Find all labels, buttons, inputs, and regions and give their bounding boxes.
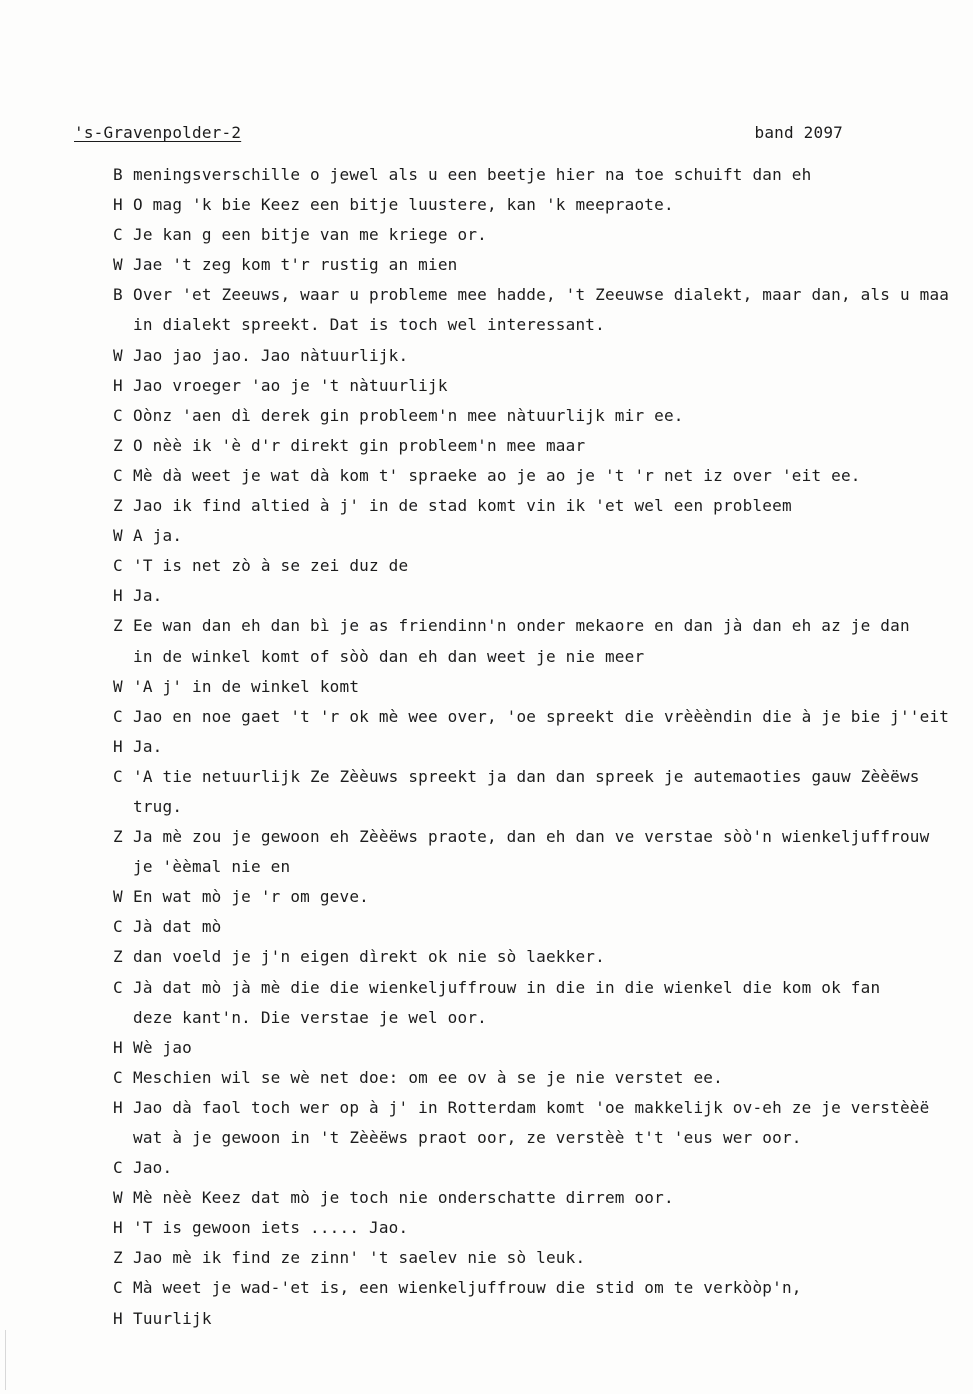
transcript-turn <box>113 672 968 702</box>
transcript-turn <box>113 341 968 371</box>
speaker-label: H <box>113 586 123 606</box>
transcript-line <box>113 672 968 702</box>
transcript-line <box>113 792 968 822</box>
utterance-text: Ee wan dan eh dan bì je as friendinn'n onder mekaore en dan jà dan eh az je dan <box>133 616 910 636</box>
transcript-line <box>113 822 968 852</box>
transcript-turn <box>113 702 968 732</box>
transcript-line <box>113 611 968 641</box>
transcript-line <box>113 942 968 972</box>
utterance-text: Oònz 'aen dì derek gin probleem'n mee nàtuurlijk mir ee. <box>133 405 684 425</box>
utterance-text: Jao mè ik find ze zinn' 't saelev nie sò leuk. <box>133 1248 586 1268</box>
transcript-turn <box>113 732 968 762</box>
transcript-line <box>113 1123 968 1153</box>
speaker-label: C <box>113 1278 123 1298</box>
utterance-text: wat à je gewoon in 't Zèèëws praot oor, ze verstèè t't 'eus wer oor. <box>133 1128 802 1147</box>
utterance-text: Ja. <box>133 736 163 756</box>
transcript-line <box>113 431 968 461</box>
utterance-text: dan voeld je j'n eigen dìrekt ok nie sò laekker. <box>133 947 605 967</box>
transcript-turn <box>113 521 968 551</box>
transcript-turn <box>113 1093 968 1153</box>
transcript-turn <box>113 1273 968 1303</box>
utterance-text: 'A j' in de winkel komt <box>133 676 360 696</box>
utterance-text: Over 'et Zeeuws, waar u probleme mee hadde, 't Zeeuwse dialekt, maar dan, als u maa <box>133 285 950 305</box>
transcript-line <box>113 1033 968 1063</box>
utterance-text: Jao dà faol toch wer op à j' in Rotterdam komt 'oe makkelijk ov-eh ze je verstèèë <box>133 1097 930 1117</box>
speaker-label: H <box>113 736 123 756</box>
speaker-label: B <box>113 165 123 184</box>
utterance-text: Mè nèè Keez dat mò je toch nie onderschatte dirrem oor. <box>133 1188 674 1208</box>
speaker-label: C <box>113 977 123 997</box>
utterance-text: trug. <box>133 796 183 816</box>
transcript-line <box>113 551 968 581</box>
speaker-label: W <box>113 255 123 275</box>
transcript <box>113 160 968 1334</box>
transcript-line <box>113 1273 968 1303</box>
utterance-text: deze kant'n. Die verstae je wel oor. <box>133 1007 487 1027</box>
utterance-text: Ja. <box>133 586 163 606</box>
speaker-label: Z <box>113 616 123 636</box>
transcript-line <box>113 1093 968 1123</box>
utterance-text: Jao vroeger 'ao je 't nàtuurlijk <box>133 375 448 395</box>
transcript-line <box>113 581 968 611</box>
transcript-line <box>113 1243 968 1273</box>
utterance-text: je 'èèmal nie en <box>133 857 291 877</box>
transcript-line <box>113 852 968 882</box>
transcript-line <box>113 310 968 340</box>
transcript-turn <box>113 280 968 340</box>
speaker-label: Z <box>113 496 123 516</box>
speaker-label: C <box>113 1067 123 1087</box>
speaker-label: W <box>113 1188 123 1208</box>
transcript-line <box>113 732 968 762</box>
transcript-line <box>113 341 968 371</box>
utterance-text: in de winkel komt of sòò dan eh dan weet je nie meer <box>133 646 645 666</box>
transcript-turn <box>113 1213 968 1243</box>
transcript-line <box>113 1153 968 1183</box>
transcript-turn <box>113 762 968 822</box>
transcript-line <box>113 1183 968 1213</box>
transcript-line <box>113 1213 968 1243</box>
transcript-turn <box>113 942 968 972</box>
transcript-line <box>113 371 968 401</box>
utterance-text: Ja mè zou je gewoon eh Zèèëws praote, dan eh dan ve verstae sòò'n wienkeljuffrouw <box>133 827 930 847</box>
transcript-turn <box>113 822 968 882</box>
transcript-line <box>113 1063 968 1093</box>
utterance-text: A ja. <box>133 526 183 546</box>
transcript-line <box>113 250 968 280</box>
speaker-label: C <box>113 405 123 425</box>
transcript-line <box>113 882 968 912</box>
transcript-turn <box>113 250 968 280</box>
utterance-text: Je kan g een bitje van me kriege or. <box>133 225 487 245</box>
utterance-text: Wè jao <box>133 1037 192 1057</box>
transcript-line <box>113 160 968 190</box>
transcript-turn <box>113 461 968 491</box>
page-header <box>74 123 843 147</box>
transcript-turn <box>113 190 968 220</box>
utterance-text: Jà dat mò <box>133 917 222 937</box>
transcript-turn <box>113 611 968 671</box>
speaker-label: H <box>113 1037 123 1057</box>
utterance-text: Mè dà weet je wat dà kom t' spraeke ao je ao je 't 'r net iz over 'eit ee. <box>133 465 861 485</box>
transcript-turn <box>113 912 968 942</box>
speaker-label: H <box>113 1308 123 1328</box>
transcript-line <box>113 762 968 792</box>
transcript-turn <box>113 160 968 190</box>
transcript-turn <box>113 1063 968 1093</box>
utterance-text: Tuurlijk <box>133 1308 212 1328</box>
utterance-text: 'A tie netuurlijk Ze Zèèuws spreekt ja dan dan spreek je autemaoties gauw Zèèëws <box>133 766 920 786</box>
speaker-label: H <box>113 1218 123 1238</box>
speaker-label: C <box>113 556 123 576</box>
transcript-turn <box>113 1183 968 1213</box>
transcript-turn <box>113 220 968 250</box>
speaker-label: H <box>113 195 123 215</box>
utterance-text: Meschien wil se wè net doe: om ee ov à se je nie verstet ee. <box>133 1067 723 1087</box>
utterance-text: Mà weet je wad-'et is, een wienkeljuffrouw die stid om te verkòòp'n, <box>133 1278 802 1298</box>
speaker-label: W <box>113 676 123 696</box>
speaker-label: C <box>113 225 123 245</box>
transcript-turn <box>113 1243 968 1273</box>
transcript-turn <box>113 371 968 401</box>
speaker-label: H <box>113 1097 123 1117</box>
transcript-line <box>113 912 968 942</box>
transcript-line <box>113 973 968 1003</box>
transcript-line <box>113 220 968 250</box>
utterance-text: Jao jao jao. Jao nàtuurlijk. <box>133 345 409 365</box>
transcript-line <box>113 461 968 491</box>
speaker-label: W <box>113 345 123 365</box>
utterance-text: Jao ik find altied à j' in de stad komt vin ik 'et wel een probleem <box>133 496 792 516</box>
transcript-turn <box>113 1153 968 1183</box>
utterance-text: Jà dat mò jà mè die die wienkeljuffrouw in die in die wienkel die kom ok fan <box>133 977 881 997</box>
utterance-text: Jao en noe gaet 't 'r ok mè wee over, 'oe spreekt die vrèèèndin die à je bie j''eit <box>133 706 950 726</box>
speaker-label: C <box>113 1158 123 1178</box>
utterance-text: in dialekt spreekt. Dat is toch wel interessant. <box>133 315 605 335</box>
speaker-label: Z <box>113 827 123 847</box>
transcript-line <box>113 702 968 732</box>
transcript-turn <box>113 581 968 611</box>
speaker-label: Z <box>113 947 123 967</box>
speaker-label: W <box>113 526 123 546</box>
transcript-line <box>113 642 968 672</box>
transcript-turn <box>113 973 968 1033</box>
utterance-text: 'T is net zò à se zei duz de <box>133 556 409 576</box>
transcript-turn <box>113 1033 968 1063</box>
utterance-text: 'T is gewoon iets ..... Jao. <box>133 1218 409 1238</box>
transcript-turn <box>113 431 968 461</box>
utterance-text: O nèè ik 'è d'r direkt gin probleem'n mee maar <box>133 435 586 455</box>
utterance-text: Jao. <box>133 1158 173 1178</box>
transcript-line <box>113 190 968 220</box>
speaker-label: Z <box>113 435 123 455</box>
transcript-line <box>113 1003 968 1033</box>
speaker-label: W <box>113 887 123 907</box>
utterance-text: O mag 'k bie Keez een bitje luustere, kan 'k meepraote. <box>133 195 674 215</box>
utterance-text: En wat mò je 'r om geve. <box>133 887 369 907</box>
transcript-line <box>113 280 968 310</box>
transcript-line <box>113 401 968 431</box>
utterance-text: meningsverschille o jewel als u een beetje hier na toe schuift dan eh <box>133 165 812 184</box>
transcript-line <box>113 521 968 551</box>
speaker-label: B <box>113 285 123 305</box>
utterance-text: Jae 't zeg kom t'r rustig an mien <box>133 255 458 275</box>
recording-title: 's-Gravenpolder-2 <box>74 123 242 142</box>
transcript-turn <box>113 1304 968 1334</box>
speaker-label: C <box>113 465 123 485</box>
speaker-label: H <box>113 375 123 395</box>
speaker-label: C <box>113 706 123 726</box>
transcript-line <box>113 1304 968 1334</box>
speaker-label: C <box>113 917 123 937</box>
transcript-line <box>113 491 968 521</box>
transcript-turn <box>113 401 968 431</box>
speaker-label: C <box>113 766 123 786</box>
speaker-label: Z <box>113 1248 123 1268</box>
transcript-turn <box>113 551 968 581</box>
margin-rule <box>5 1330 6 1390</box>
transcript-turn <box>113 882 968 912</box>
band-number: band 2097 <box>754 123 843 142</box>
transcript-turn <box>113 491 968 521</box>
